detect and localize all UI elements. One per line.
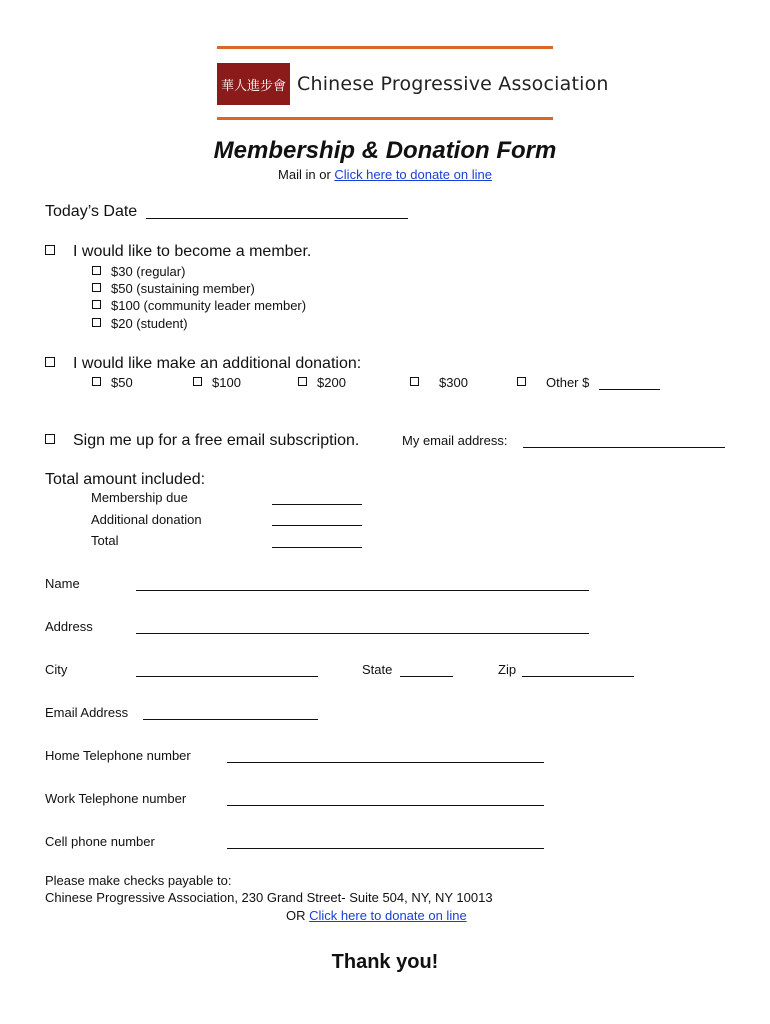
work-phone-field[interactable]	[227, 805, 544, 806]
header-top-rule	[217, 46, 553, 49]
membership-checkbox[interactable]	[45, 245, 55, 255]
email-subscription-row[interactable]	[45, 432, 359, 450]
membership-checkbox-row[interactable]	[45, 243, 311, 261]
donation-other-option[interactable]	[517, 375, 589, 390]
my-email-field[interactable]	[523, 447, 725, 448]
address-field[interactable]	[136, 633, 589, 634]
city-label: City	[45, 662, 68, 677]
donation-checkbox-row[interactable]	[45, 355, 361, 373]
membership-option-label: $30 (regular)	[111, 264, 186, 279]
membership-option[interactable]	[92, 298, 306, 313]
donation-option-label: $300	[439, 375, 468, 390]
todays-date-label: Today’s Date	[45, 203, 138, 220]
membership-option-checkbox[interactable]	[92, 300, 101, 309]
membership-due-label: Membership due	[91, 490, 188, 505]
membership-option-checkbox[interactable]	[92, 318, 101, 327]
email-subscription-checkbox[interactable]	[45, 434, 55, 444]
membership-option[interactable]	[92, 281, 255, 296]
home-phone-label: Home Telephone number	[45, 748, 191, 763]
membership-option[interactable]	[92, 264, 185, 279]
form-subtitle	[0, 167, 770, 182]
donation-option-label: $100	[212, 375, 241, 390]
zip-field[interactable]	[522, 676, 634, 677]
name-label: Name	[45, 576, 80, 591]
work-phone-label: Work Telephone number	[45, 791, 187, 806]
totals-heading: Total amount included:	[45, 471, 206, 488]
donation-option[interactable]	[92, 375, 133, 390]
membership-option-label: $100 (community leader member)	[111, 298, 307, 313]
cell-phone-field[interactable]	[227, 848, 544, 849]
header-bottom-rule	[217, 117, 553, 120]
donation-checkbox[interactable]	[45, 357, 55, 367]
membership-option-checkbox[interactable]	[92, 266, 101, 275]
total-label: Total	[91, 533, 119, 548]
donation-option[interactable]	[193, 375, 241, 390]
donation-option-checkbox[interactable]	[298, 377, 307, 386]
thank-you-text: Thank you!	[331, 951, 439, 973]
logo-glyphs: 華人進步會	[220, 78, 286, 94]
email-address-field[interactable]	[143, 719, 318, 720]
donation-label: I would like make an additional donation:	[73, 355, 362, 372]
additional-donation-field[interactable]	[272, 525, 362, 526]
cell-phone-label: Cell phone number	[45, 834, 155, 849]
membership-option[interactable]	[92, 316, 188, 331]
form-title: Membership & Donation Form	[213, 137, 557, 164]
donation-option-checkbox[interactable]	[92, 377, 101, 386]
membership-option-label: $20 (student)	[111, 316, 188, 331]
org-name: Chinese Progressive Association	[297, 73, 609, 95]
donation-option[interactable]	[410, 375, 468, 390]
membership-label: I would like to become a member.	[73, 243, 312, 260]
donation-other-checkbox[interactable]	[517, 377, 526, 386]
name-field[interactable]	[136, 590, 589, 591]
state-field[interactable]	[400, 676, 453, 677]
donation-option-checkbox[interactable]	[410, 377, 419, 386]
donation-option-checkbox[interactable]	[193, 377, 202, 386]
membership-option-label: $50 (sustaining member)	[111, 281, 255, 296]
todays-date-field[interactable]	[146, 218, 408, 219]
zip-label: Zip	[498, 662, 517, 677]
state-label: State	[362, 662, 393, 677]
subtitle-prefix: Mail in or	[278, 167, 331, 182]
total-field[interactable]	[272, 547, 362, 548]
email-address-label: Email Address	[45, 705, 129, 720]
address-label: Address	[45, 619, 93, 634]
payable-label: Please make checks payable to:	[45, 873, 232, 888]
membership-option-checkbox[interactable]	[92, 283, 101, 292]
email-subscription-label: Sign me up for a free email subscription.	[73, 432, 360, 449]
additional-donation-label: Additional donation	[91, 512, 202, 527]
city-field[interactable]	[136, 676, 318, 677]
donation-option-label: $50	[111, 375, 133, 390]
donation-other-label: Other $	[546, 375, 590, 390]
org-logo	[217, 63, 290, 105]
payable-address: Chinese Progressive Association, 230 Grand Street- Suite 504, NY, NY 10013	[45, 890, 493, 905]
donation-option[interactable]	[298, 375, 346, 390]
footer-donate-row	[286, 908, 467, 923]
membership-due-field[interactable]	[272, 504, 362, 505]
footer-donate-link[interactable]: Click here to donate on line	[309, 908, 467, 923]
footer-or-label: OR	[286, 908, 306, 923]
donation-other-amount-field[interactable]	[599, 389, 660, 390]
home-phone-field[interactable]	[227, 762, 544, 763]
donate-online-link[interactable]: Click here to donate on line	[334, 167, 492, 182]
my-email-label: My email address:	[402, 433, 508, 448]
donation-option-label: $200	[317, 375, 346, 390]
